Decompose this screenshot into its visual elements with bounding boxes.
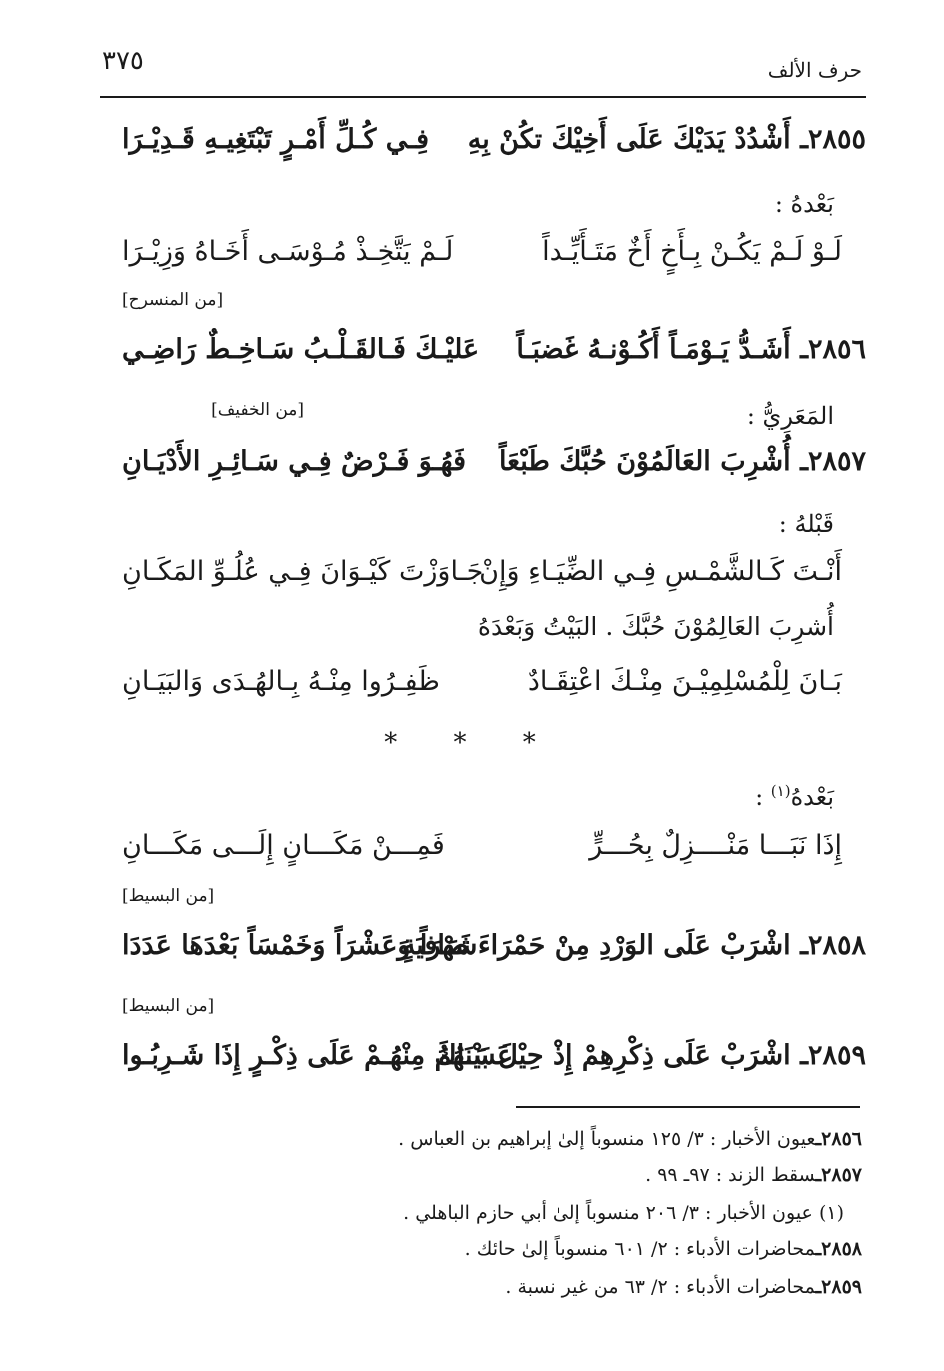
footnote-2856 xyxy=(398,1128,862,1150)
verse-number: ٢٨٥٧ـ xyxy=(800,446,866,477)
verse-2856-second-hemistich: عَليْـكَ فَـالقَـلْـبُ سَـاخِـطٌ رَاضِـي xyxy=(122,334,480,365)
verse-2857-second-hemistich: فَهُـوَ فَـرْضٌ فِـي سَـائِـرِ الأَدْيَـانِ xyxy=(122,446,466,477)
note-after-2855: بَعْدهُ : xyxy=(774,190,834,218)
note-text: بَعْدهُ xyxy=(790,783,834,811)
footnote-number: (١) xyxy=(818,1202,844,1224)
footnote-2859 xyxy=(505,1276,862,1298)
verse-2858-second-hemistich: شَهْرَاً وَعَشْرَاً وَخَمْسَاً بَعْدَهَا عَدَدَا xyxy=(122,930,478,961)
verse-number: ٢٨٥٩ـ xyxy=(800,1040,866,1071)
meter-label-2857: [من الخفيف] xyxy=(211,400,304,420)
footnote-number: ٢٨٥٩ـ xyxy=(815,1276,862,1298)
hemistich-text: أُشْرِبَ العَالَمُوْنَ حُبَّكَ طَبْعَاً xyxy=(498,446,791,477)
quoted-verse-3-first: بَـانَ لِلْمُسْلِمِيْـنَ مِنْـكَ اعْتِقَـادٌ xyxy=(527,666,842,697)
footnote-number: ٢٨٥٧ـ xyxy=(815,1164,862,1186)
quoted-verse-1-second: لَـمْ يَتَّخِـذْ مُـوْسَـى أَخَـاهُ وَزِيْـرَا xyxy=(122,236,454,267)
hemistich-text: أَشَـدُّ يَـوْمَـاً أَكُـوْنـهُ غَضبَـاً xyxy=(516,334,791,365)
footnote-text: سقط الزند : ٩٧ـ ٩٩ . xyxy=(645,1164,816,1186)
hemistich-text: أَشْدُدْ يَدَيْكَ عَلَى أَخِيْكَ تكُنْ بِهِ xyxy=(467,124,791,155)
verse-number: ٢٨٥٨ـ xyxy=(800,930,866,961)
footnote-number: ٢٨٥٨ـ xyxy=(815,1238,862,1260)
page-number: ٣٧٥ xyxy=(102,46,144,76)
verse-2859-second-hemistich: عَسَـاكَ مِنْهُـمْ عَلَى ذِكْـرٍ إِذَا شَـرِبُـوا xyxy=(122,1040,514,1071)
hemistich-text: اشْرَبْ عَلَى الوَرْدِ مِنْ حَمْرَاءَ صَافِيَةٍ xyxy=(401,930,791,961)
footnote-1 xyxy=(403,1202,844,1224)
verse-number: ٢٨٥٥ـ xyxy=(800,124,866,155)
footnote-reference: (١) xyxy=(770,782,791,800)
meter-label-2856: [من المنسرح] xyxy=(122,290,224,310)
note-before-2857: قَبْلهُ : xyxy=(778,510,834,538)
footnote-number: ٢٨٥٦ـ xyxy=(815,1128,862,1150)
verse-2855-first-hemistich xyxy=(468,124,866,168)
quoted-verse-4-first: إِذَا نَبَـــا مَنْــــزِلٌ بِحُـــرٍّ xyxy=(589,830,842,861)
poet-attribution-2857: المَعَرِيُّ : xyxy=(746,402,834,430)
quoted-verse-2-first: أَنْـتَ كَـالشَّمْـسِ فِـي الضِّيَـاءِ وَإِنْ xyxy=(479,556,842,587)
header-rule xyxy=(100,96,866,98)
verse-2856-first-hemistich xyxy=(516,334,866,378)
footnote-2858 xyxy=(465,1238,862,1260)
footnote-text: عيون الأخبار : ٣/ ١٢٥ منسوباً إلىٰ إبراهيم بن العباس . xyxy=(398,1128,816,1150)
footnote-text: محاضرات الأدباء : ٢/ ٦٠١ منسوباً إلىٰ حائك . xyxy=(464,1238,816,1260)
hemistich-text: اشْرَبْ عَلَى ذِكْرِهِمْ إِذْ حِيْلَ بَيْنَهُمُ xyxy=(434,1040,791,1071)
note-colon: : xyxy=(755,783,771,811)
footnote-text: عيون الأخبار : ٣/ ٢٠٦ منسوباً إلىٰ أبي حازم الباهلي . xyxy=(403,1202,819,1224)
quoted-verse-1-first: لَـوْ لَـمْ يَكُـنْ بِـأَخٍ أَخٌ مَتَـأَيِّـداً xyxy=(542,236,842,267)
verse-2855-second-hemistich: فِـي كُـلِّ أَمْـرٍ تَبْتَغِيـهِ قَـدِيْـرَا xyxy=(122,124,430,155)
footnote-2857 xyxy=(645,1164,862,1186)
quoted-verse-2-second: جَـاوَزْتَ كَيْـوَانَ فِـي عُلُـوِّ المَكَـانِ xyxy=(122,556,484,587)
section-separator-stars: * * * xyxy=(384,728,560,758)
running-title: حرف الألف xyxy=(767,58,862,82)
verse-number: ٢٨٥٦ـ xyxy=(800,334,866,365)
meter-label-2858: [من البسيط] xyxy=(122,886,215,906)
verse-2857-first-hemistich xyxy=(499,446,866,490)
quoted-verse-3-second: ظَفِـرُوا مِنْـهُ بِـالهُـدَى وَالبَيَـانِ xyxy=(122,666,440,697)
footnote-text: محاضرات الأدباء : ٢/ ٦٣ من غير نسبة . xyxy=(505,1276,816,1298)
quoted-verse-4-second: فَمِـــنْ مَكَـــانٍ إِلَـــى مَكَـــانِ xyxy=(122,830,445,861)
meter-label-2859: [من البسيط] xyxy=(122,996,215,1016)
footnote-rule xyxy=(516,1106,860,1108)
note-after-stars xyxy=(755,782,834,811)
quoted-prose-line: أُشرِبَ العَالِمُوْنَ حُبَّكَ . البَيْتُ وَبَعْدَهُ xyxy=(477,612,834,641)
